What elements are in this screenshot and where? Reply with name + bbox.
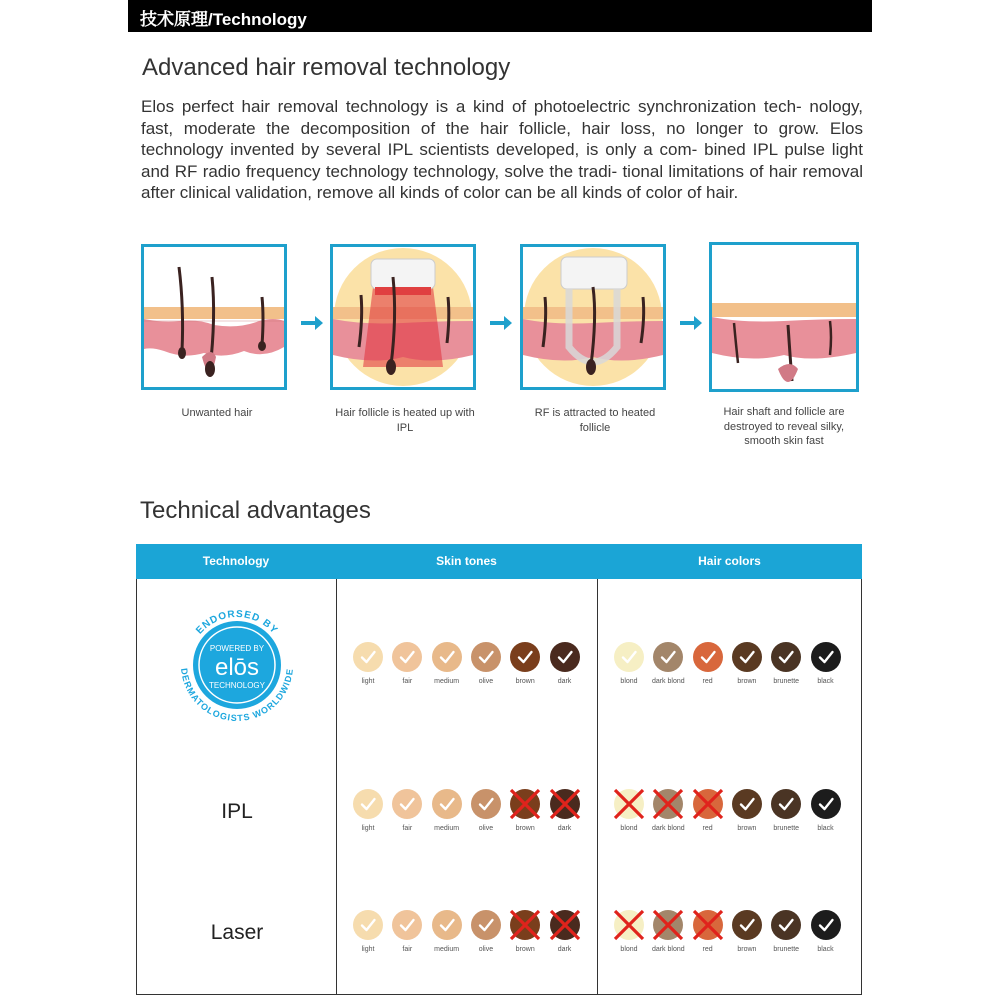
row-label-ipl: IPL [221,800,253,823]
skin-swatch-fair [387,789,427,832]
color-swatch [392,789,422,819]
skin-swatch-olive [466,789,506,832]
color-swatch [471,642,501,672]
step-illustration-unwanted-hair [141,244,287,390]
badge-top-text: ENDORSED BY [194,608,280,637]
check-icon [732,642,762,672]
check-icon [510,642,540,672]
hair-swatch-brunette [766,642,806,685]
color-swatch [811,642,841,672]
swatch-label: light [361,825,375,832]
color-swatch [771,642,801,672]
skin-swatch-light [348,789,388,832]
swatch-label: brown [515,946,535,953]
swatch-label: fair [402,825,413,832]
swatch-label: dark [557,946,572,953]
swatch-label: dark blond [651,825,685,832]
section-title-technology: Advanced hair removal technology [142,54,511,81]
hair-swatch-dark-blond [648,789,688,832]
swatch-label: red [702,946,713,953]
color-swatch [392,910,422,940]
color-swatch [811,789,841,819]
color-swatch [353,642,383,672]
color-swatch [614,910,644,940]
check-icon [432,642,462,672]
check-icon [811,910,841,940]
table-cell-technology-ipl [136,752,337,874]
header-divider [128,32,386,34]
check-icon [392,789,422,819]
rf-device-diagram-icon [523,247,663,387]
column-header-technology: Technology [202,554,270,568]
swatch-label: brunette [773,946,800,953]
swatch-label: olive [478,825,494,832]
check-icon [353,910,383,940]
hair-swatch-brown [727,910,767,953]
cross-icon [507,786,543,822]
color-swatch [811,910,841,940]
table-cell-technology-elos [136,579,337,753]
skin-swatch-medium [427,789,467,832]
intro-paragraph: Elos perfect hair removal technology is a kind of photoelectric synchronization tech- nology, fast, moderate the decomposition of the hair follicle, hair loss, no longer to grow. Elos technology invented by several IPL scientists developed, is only a com- bined IPL pulse light and RF radio frequency technology technology, solve the tradi- tional limitations of hair removal after clinical validation, remove all kinds of color can be all kinds of color of hair. [141,97,863,203]
badge-powered-text: POWERED BY [209,644,265,653]
swatch-label: light [361,946,375,953]
color-swatch [693,789,723,819]
hair-swatch-dark-blond [648,910,688,953]
swatch-label: dark blond [651,946,685,953]
color-swatch [353,910,383,940]
step-illustration-rf-attraction [520,244,666,390]
check-icon [392,642,422,672]
check-icon [353,789,383,819]
color-swatch [614,789,644,819]
check-icon [811,789,841,819]
table-cell-skin-elos [336,579,598,753]
skin-swatch-brown [505,910,545,953]
color-swatch [550,789,580,819]
hair-swatch-black [806,910,846,953]
table-cell-hair-ipl [597,752,862,874]
badge-bottom-text: DERMATOLOGISTS WORLDWIDE [179,667,295,724]
hair-swatch-red [688,910,728,953]
swatch-label: dark blond [651,678,685,685]
color-swatch [432,789,462,819]
cross-icon [507,907,543,943]
check-icon [392,910,422,940]
step-caption-4: Hair shaft and follicle are destroyed to reveal silky, smooth skin fast [723,406,845,447]
swatch-label: brunette [773,678,800,685]
color-swatch [471,910,501,940]
swatch-label: medium [434,678,460,685]
skin-diagram-icon [144,247,284,387]
cross-icon [690,907,726,943]
skin-swatch-brown [505,789,545,832]
step-caption-3: RF is attracted to heated follicle [534,407,656,434]
hair-swatch-blond [609,642,649,685]
table-cell-technology-laser [136,873,337,995]
cross-icon [547,907,583,943]
skin-swatch-light [348,910,388,953]
arrow-right-icon [680,314,702,332]
color-swatch [392,642,422,672]
hair-swatch-black [806,789,846,832]
swatch-label: fair [402,678,413,685]
cross-icon [650,907,686,943]
swatch-label: blond [620,678,638,685]
swatch-label: brown [515,825,535,832]
check-icon [811,642,841,672]
step-caption-2: Hair follicle is heated up with IPL [335,407,475,434]
skin-swatch-olive [466,910,506,953]
skin-swatch-dark [545,789,585,832]
swatch-label: olive [478,678,494,685]
color-swatch [653,789,683,819]
cross-icon [690,786,726,822]
skin-swatch-brown [505,642,545,685]
step-caption-1: Unwanted hair [181,407,253,419]
comparison-table [136,544,862,995]
elos-badge-icon [167,595,307,735]
check-icon [471,910,501,940]
ipl-device-diagram-icon [333,247,473,387]
check-icon [771,910,801,940]
check-icon [614,642,644,672]
swatch-label: dark [557,825,572,832]
arrow-right-icon [490,314,512,332]
check-icon [693,642,723,672]
check-icon [353,642,383,672]
color-swatch [550,642,580,672]
skin-swatch-light [348,642,388,685]
skin-swatch-medium [427,910,467,953]
swatch-label: brunette [773,825,800,832]
table-cell-hair-laser [597,873,862,995]
row-label-laser: Laser [210,921,264,944]
color-swatch [471,789,501,819]
column-header-hair-colors: Hair colors [698,554,761,568]
column-header-skin-tones: Skin tones [436,554,497,568]
table-cell-hair-elos [597,579,862,753]
cross-icon [611,907,647,943]
hair-swatch-brown [727,789,767,832]
color-swatch [510,642,540,672]
check-icon [550,642,580,672]
swatch-label: blond [620,946,638,953]
color-swatch [550,910,580,940]
swatch-label: medium [434,825,460,832]
check-icon [771,789,801,819]
check-icon [471,789,501,819]
skin-swatch-dark [545,910,585,953]
skin-swatch-fair [387,910,427,953]
color-swatch [510,910,540,940]
swatch-label: medium [434,946,460,953]
check-icon [432,789,462,819]
swatch-label: black [817,825,834,832]
swatch-label: light [361,678,375,685]
skin-swatch-medium [427,642,467,685]
color-swatch [432,642,462,672]
badge-tech-text: TECHNOLOGY [208,681,266,690]
skin-swatch-dark [545,642,585,685]
color-swatch [432,910,462,940]
step-illustration-hair-destroyed [709,242,859,392]
check-icon [732,910,762,940]
check-icon [732,789,762,819]
hair-swatch-blond [609,789,649,832]
table-cell-skin-ipl [336,752,598,874]
color-swatch [614,642,644,672]
hair-swatch-dark-blond [648,642,688,685]
swatch-label: red [702,678,713,685]
check-icon [771,642,801,672]
hair-swatch-brown [727,642,767,685]
color-swatch [653,910,683,940]
swatch-label: brown [737,678,757,685]
hair-swatch-blond [609,910,649,953]
cross-icon [547,786,583,822]
color-swatch [771,789,801,819]
swatch-label: brown [515,678,535,685]
swatch-label: red [702,825,713,832]
table-header [136,544,862,579]
header-title: 技术原理/Technology [140,10,307,29]
color-swatch [653,642,683,672]
hair-swatch-black [806,642,846,685]
hair-swatch-red [688,642,728,685]
cross-icon [650,786,686,822]
color-swatch [693,642,723,672]
swatch-label: brown [737,825,757,832]
color-swatch [732,642,762,672]
color-swatch [732,789,762,819]
skin-swatch-olive [466,642,506,685]
arrow-right-icon [301,314,323,332]
swatch-label: fair [402,946,413,953]
check-icon [653,642,683,672]
badge-brand-text: elōs [214,654,260,681]
check-icon [432,910,462,940]
table-cell-skin-laser [336,873,598,995]
swatch-label: black [817,946,834,953]
color-swatch [732,910,762,940]
swatch-label: brown [737,946,757,953]
color-swatch [510,789,540,819]
smooth-skin-diagram-icon [712,245,856,389]
swatch-label: black [817,678,834,685]
step-illustration-ipl-heating [330,244,476,390]
color-swatch [771,910,801,940]
header-bar [128,0,872,32]
color-swatch [353,789,383,819]
section-title-advantages: Technical advantages [140,497,371,524]
check-icon [471,642,501,672]
hair-swatch-brunette [766,910,806,953]
color-swatch [693,910,723,940]
hair-swatch-red [688,789,728,832]
hair-swatch-brunette [766,789,806,832]
swatch-label: blond [620,825,638,832]
swatch-label: olive [478,946,494,953]
cross-icon [611,786,647,822]
swatch-label: dark [557,678,572,685]
skin-swatch-fair [387,642,427,685]
